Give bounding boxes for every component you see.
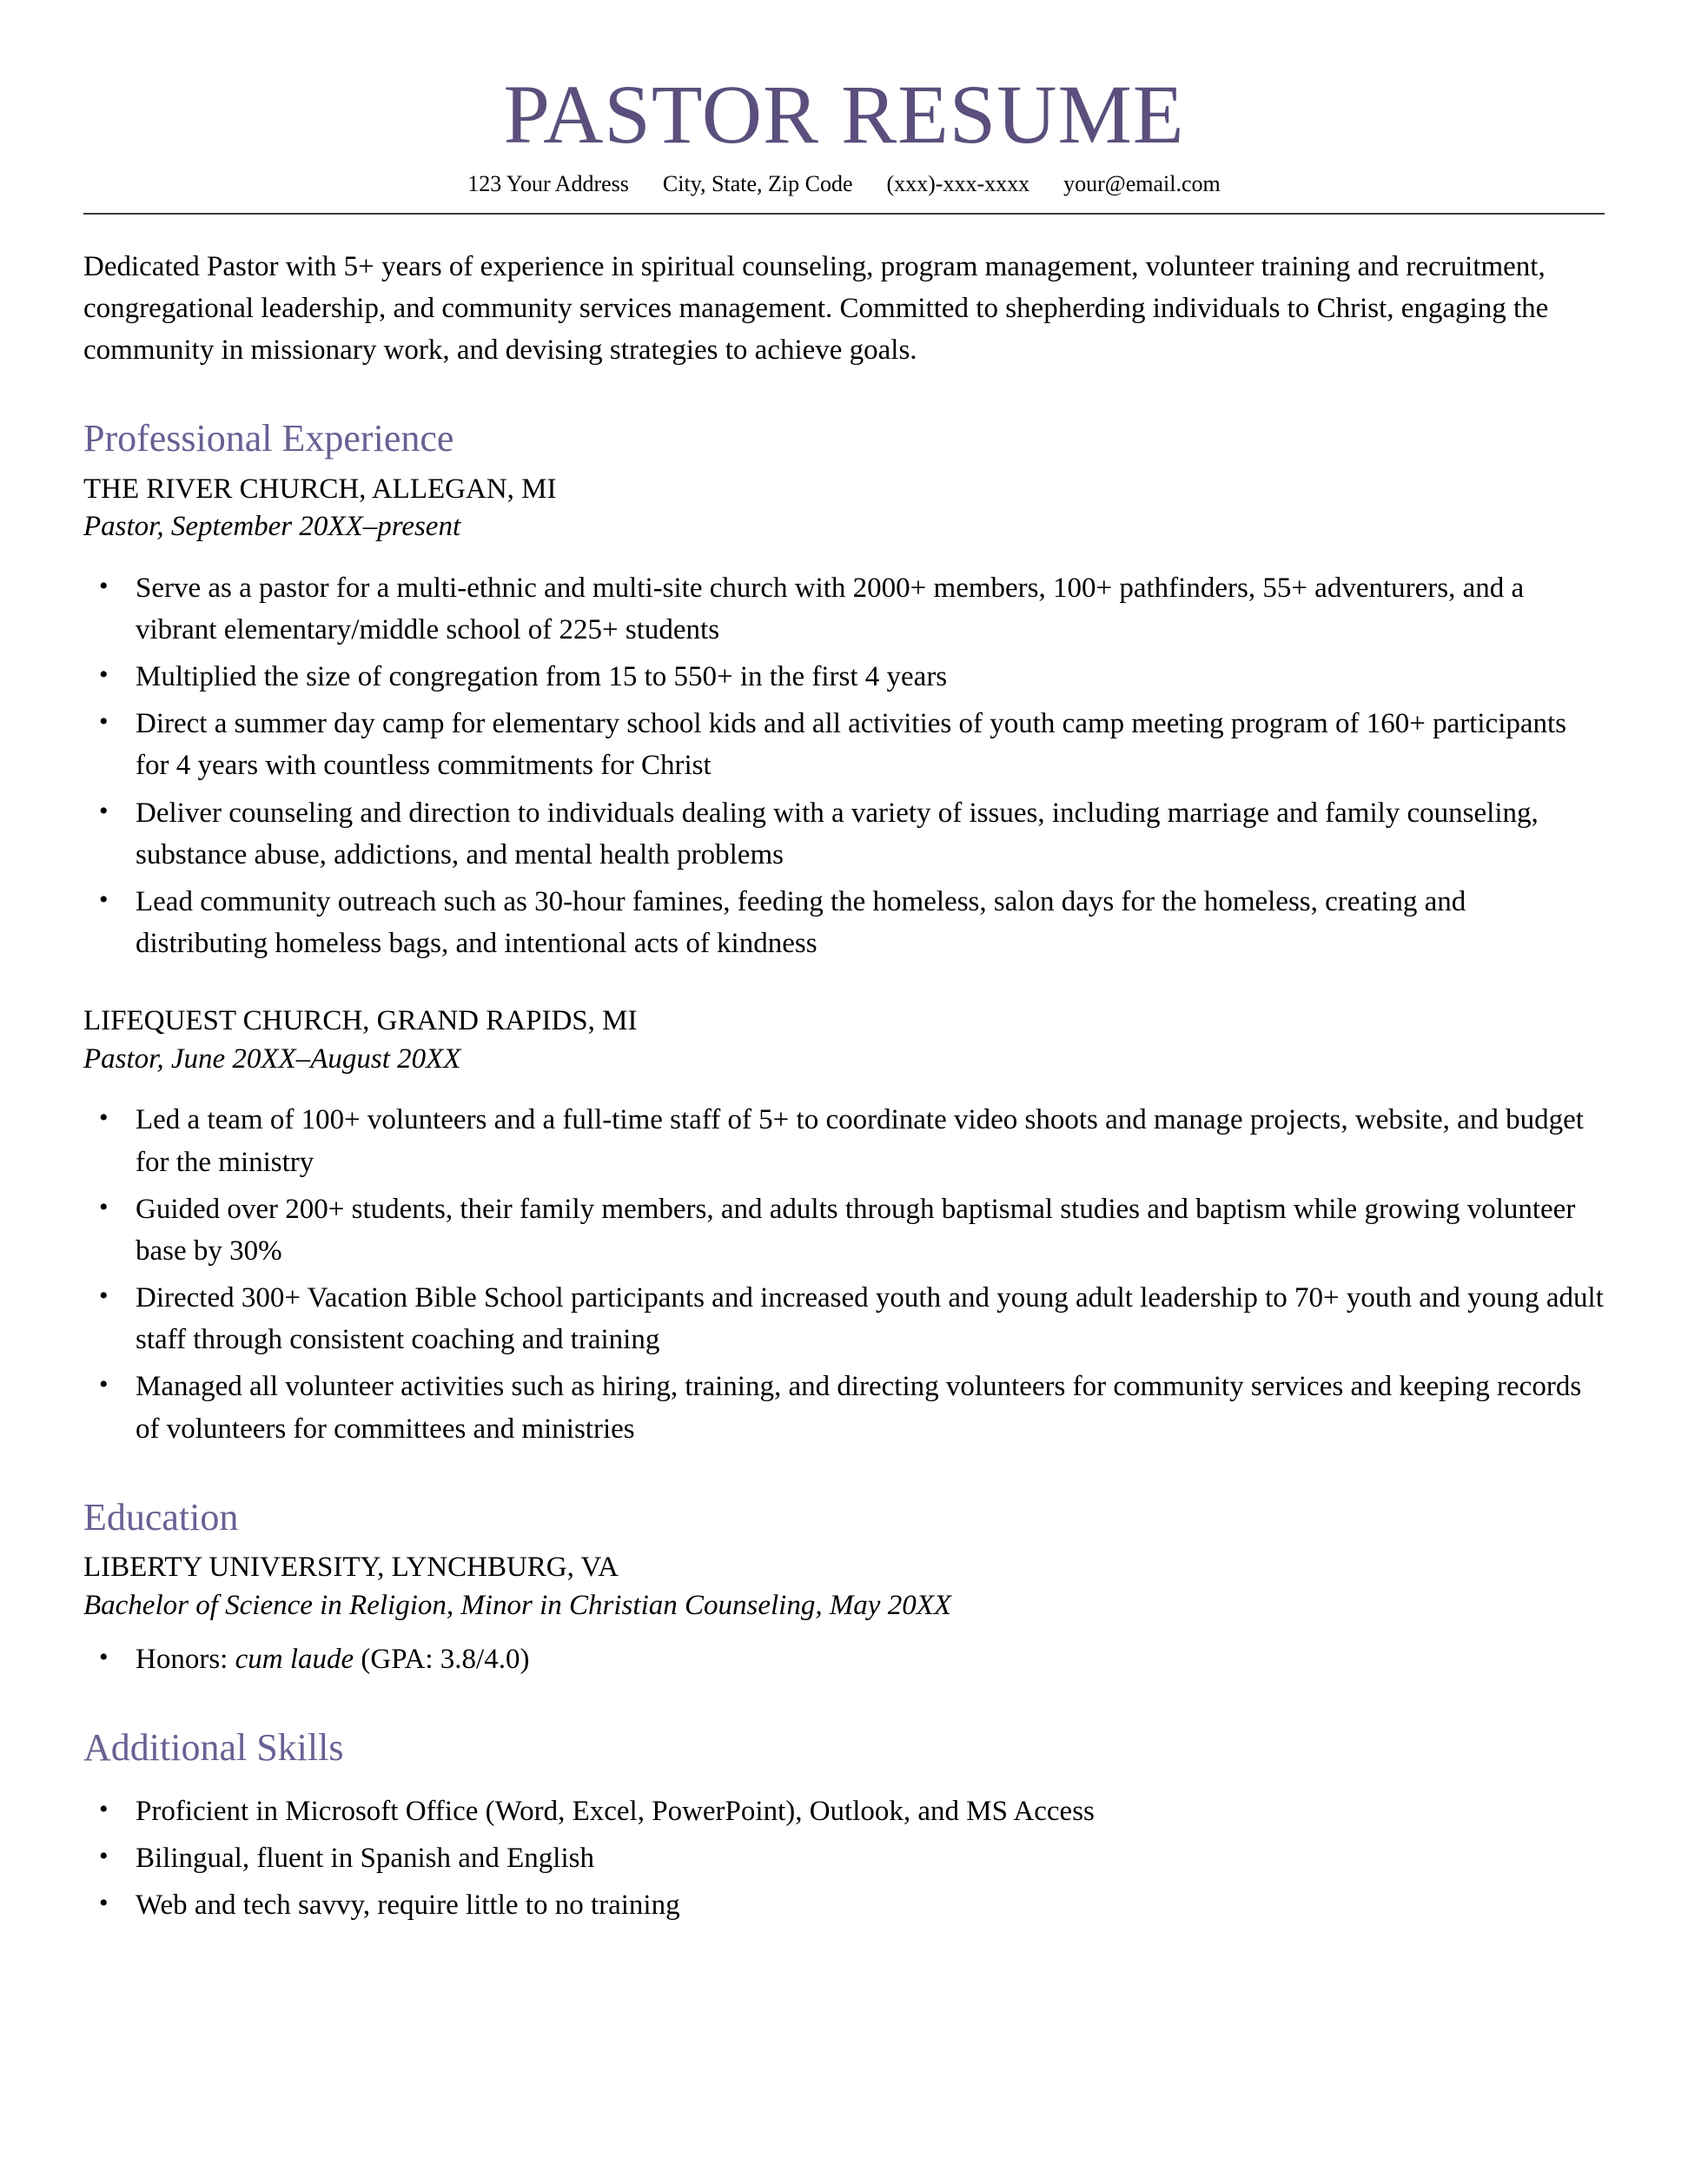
list-item: • Serve as a pastor for a multi-ethnic and multi-site church with 2000+ members, 100+ pathfinders, 55+ adventurers, and a vibrant elementary/middle school of 225+ students: [83, 567, 1605, 651]
resume-header: [83, 68, 1605, 215]
page-title: PASTOR RESUME: [503, 68, 1185, 161]
list-item: • Proficient in Microsoft Office (Word, Excel, PowerPoint), Outlook, and MS Access: [83, 1790, 1605, 1832]
education-entry: [83, 1549, 1605, 1680]
experience-role-dates: Pastor, June 20XX–August 20XX: [83, 1042, 461, 1075]
list-item: • Direct a summer day camp for elementary school kids and all activities of youth camp meeting program of 160+ participants for 4 years with countless commitments for Christ: [83, 703, 1605, 786]
experience-bullet-list: [83, 1099, 1605, 1449]
list-item: • Deliver counseling and direction to individuals dealing with a variety of issues, including marriage and family counseling, substance abuse, addictions, and mental health problems: [83, 792, 1605, 876]
honors-latin-label: cum laude: [235, 1644, 354, 1676]
section-heading-experience: Professional Experience: [83, 417, 454, 460]
experience-organization: LIFEQUEST CHURCH, GRAND RAPIDS, MI: [83, 1005, 638, 1037]
section-heading-skills: Additional Skills: [83, 1726, 344, 1770]
list-item: • Led a team of 100+ volunteers and a full-time staff of 5+ to coordinate video shoots and manage projects, website, and budget for the ministry: [83, 1099, 1605, 1182]
education-bullet-list: [83, 1638, 1605, 1680]
contact-city-state-zip: City, State, Zip Code: [662, 170, 853, 196]
list-item: • Guided over 200+ students, their family members, and adults through baptismal studies and baptism while growing volunteer base by 30%: [83, 1188, 1605, 1272]
contact-line: [83, 171, 1605, 197]
experience-entry: [83, 471, 1605, 965]
education-school: LIBERTY UNIVERSITY, LYNCHBURG, VA: [83, 1552, 619, 1584]
experience-organization: THE RIVER CHURCH, ALLEGAN, MI: [83, 473, 557, 505]
contact-address: 123 Your Address: [467, 170, 629, 196]
section-additional-skills: [83, 1727, 1605, 1926]
list-item: [83, 1638, 1605, 1680]
list-item: • Managed all volunteer activities such as hiring, training, and directing volunteers for community services and keeping records of volunteers for committees and ministries: [83, 1366, 1605, 1449]
professional-summary: Dedicated Pastor with 5+ years of experience in spiritual counseling, program management, volunteer training and recruitment, congregational leadership, and community services management. Committed to shepherding individuals to Christ, engaging the community in missionary work, and devising strategies to achieve goals.: [83, 250, 1549, 367]
experience-entry: [83, 1003, 1605, 1449]
list-item: • Lead community outreach such as 30-hour famines, feeding the homeless, salon days for the homeless, creating and distributing homeless bags, and intentional acts of kindness: [83, 881, 1605, 964]
education-degree: Bachelor of Science in Religion, Minor in Christian Counseling, May 20XX: [83, 1589, 952, 1621]
list-item: • Directed 300+ Vacation Bible School participants and increased youth and young adult leadership to 70+ youth and young adult staff through consistent coaching and training: [83, 1277, 1605, 1360]
contact-email: your@email.com: [1063, 170, 1221, 196]
section-education: [83, 1497, 1605, 1681]
list-item: • Multiplied the size of congregation from 15 to 550+ in the first 4 years: [83, 656, 1605, 698]
list-item: • Bilingual, fluent in Spanish and English: [83, 1837, 1605, 1879]
honors-gpa: (GPA: 3.8/4.0): [354, 1644, 530, 1676]
section-professional-experience: [83, 418, 1605, 1450]
list-item: • Web and tech savvy, require little to no training: [83, 1884, 1605, 1926]
header-divider: [83, 213, 1605, 215]
experience-role-dates: Pastor, September 20XX–present: [83, 511, 461, 543]
contact-phone: (xxx)-xxx-xxxx: [886, 170, 1030, 196]
experience-bullet-list: [83, 567, 1605, 965]
section-heading-education: Education: [83, 1495, 239, 1539]
honors-prefix: Honors:: [136, 1644, 235, 1676]
skills-bullet-list: [83, 1790, 1605, 1927]
